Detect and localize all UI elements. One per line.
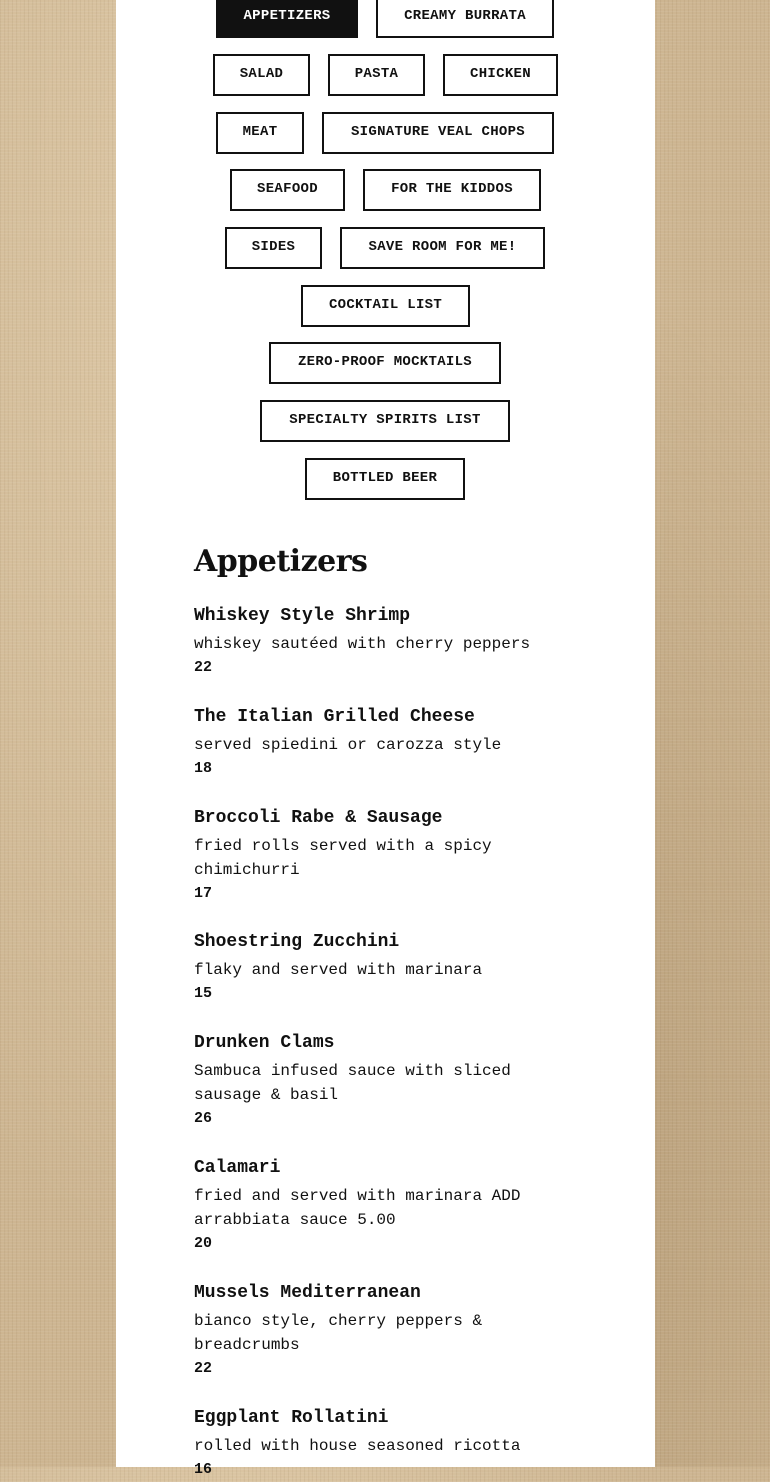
category-button-salad[interactable]: SALAD [213, 54, 310, 96]
menu-item [194, 705, 554, 781]
item-name: Broccoli Rabe & Sausage [194, 808, 443, 828]
category-button-pasta[interactable]: PASTA [328, 54, 425, 96]
menu-item [194, 806, 554, 906]
item-name: Shoestring Zucchini [194, 932, 400, 952]
menu-item [194, 1406, 554, 1482]
item-description: Sambuca infused sauce with sliced sausage & basil [194, 1062, 511, 1104]
category-button-save-room[interactable]: SAVE ROOM FOR ME! [340, 227, 545, 269]
category-button-specialty-spirits[interactable]: SPECIALTY SPIRITS LIST [260, 400, 510, 442]
item-name: Calamari [194, 1158, 281, 1178]
category-button-zero-proof-mocktails[interactable]: ZERO-PROOF MOCKTAILS [269, 342, 501, 384]
item-description: flaky and served with marinara [194, 961, 483, 979]
item-price: 17 [194, 885, 213, 902]
category-button-bottled-beer[interactable]: BOTTLED BEER [305, 458, 465, 500]
item-price: 26 [194, 1110, 213, 1127]
item-name: Whiskey Style Shrimp [194, 606, 411, 626]
item-name: Eggplant Rollatini [194, 1408, 389, 1428]
item-description: served spiedini or carozza style [194, 736, 502, 754]
menu-item [194, 1031, 554, 1131]
category-button-seafood[interactable]: SEAFOOD [230, 169, 345, 211]
item-description: whiskey sautéed with cherry peppers [194, 635, 531, 653]
item-price: 16 [194, 1461, 213, 1478]
menu-item [194, 1156, 554, 1256]
item-name: The Italian Grilled Cheese [194, 707, 475, 727]
item-description: fried rolls served with a spicy chimichurri [194, 837, 492, 879]
item-description: fried and served with marinara ADD arrabbiata sauce 5.00 [194, 1187, 521, 1229]
item-price: 18 [194, 760, 213, 777]
item-price: 15 [194, 985, 213, 1002]
category-button-appetizers[interactable]: APPETIZERS [216, 0, 358, 38]
item-name: Mussels Mediterranean [194, 1283, 421, 1303]
item-description: rolled with house seasoned ricotta [194, 1437, 521, 1455]
category-button-sides[interactable]: SIDES [225, 227, 322, 269]
menu-item [194, 930, 554, 1006]
item-price: 22 [194, 1360, 213, 1377]
item-description: bianco style, cherry peppers & breadcrumbs [194, 1312, 483, 1354]
section-title: Appetizers [194, 544, 368, 579]
category-button-chicken[interactable]: CHICKEN [443, 54, 558, 96]
item-price: 20 [194, 1235, 213, 1252]
category-button-signature-veal-chops[interactable]: SIGNATURE VEAL CHOPS [322, 112, 554, 154]
menu-item [194, 1281, 554, 1381]
category-button-for-the-kiddos[interactable]: FOR THE KIDDOS [363, 169, 541, 211]
menu-item [194, 604, 554, 680]
item-name: Drunken Clams [194, 1033, 335, 1053]
category-button-cocktail-list[interactable]: COCKTAIL LIST [301, 285, 470, 327]
category-button-meat[interactable]: MEAT [216, 112, 304, 154]
item-price: 22 [194, 659, 213, 676]
category-button-creamy-burrata[interactable]: CREAMY BURRATA [376, 0, 554, 38]
